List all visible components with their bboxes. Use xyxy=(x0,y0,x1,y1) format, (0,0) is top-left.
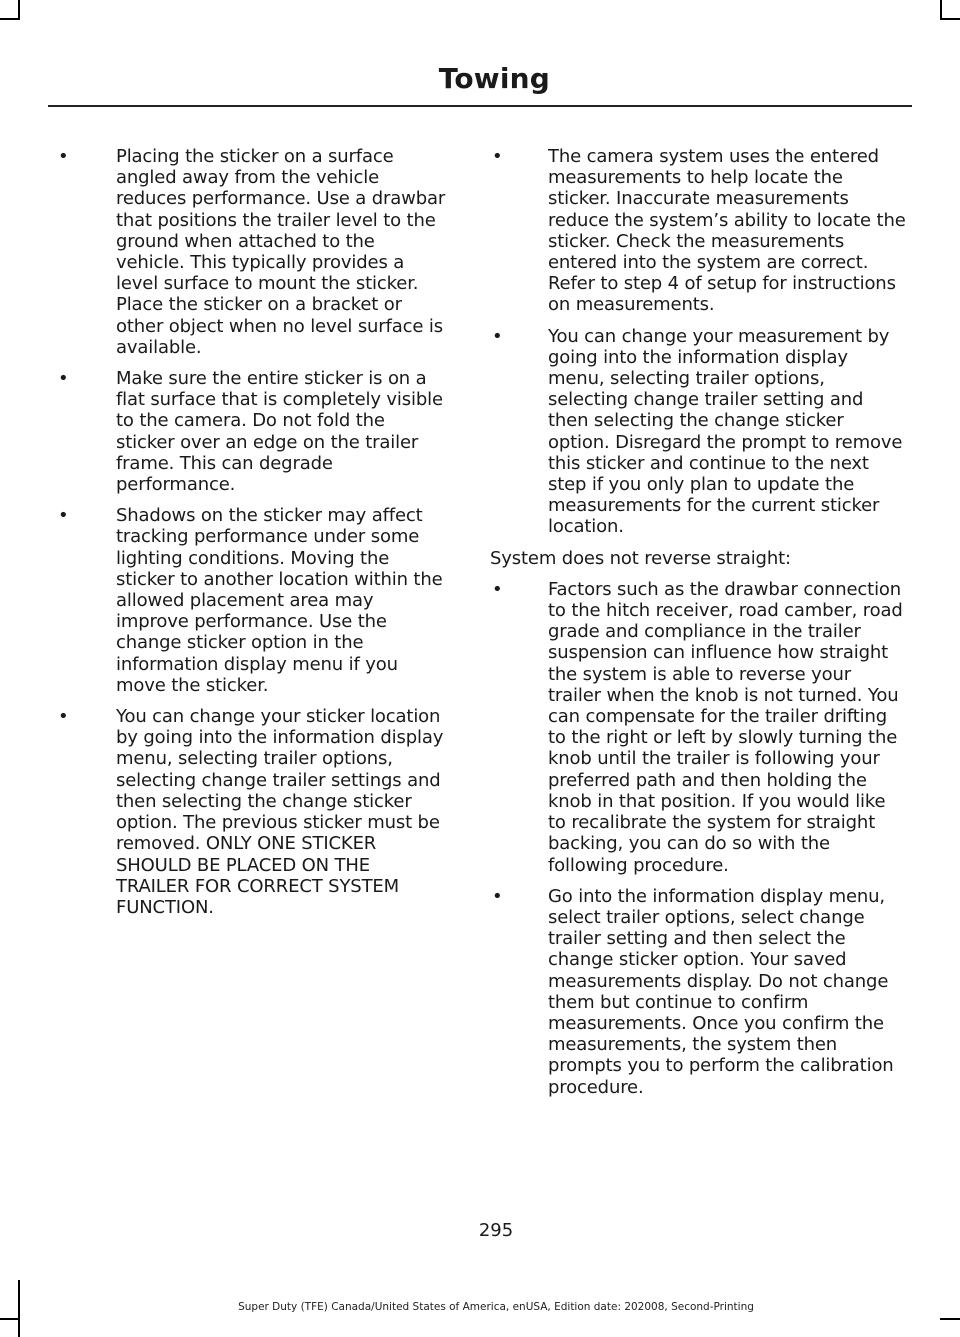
list-item-text: You can change your sticker location by going into the information display menu, selecting trailer options, selecting change trailer settings and then selecting the change sticker option. The previous sticker must be removed. ONLY ONE STICKER SHOULD BE PLACED ON THE TRAILER FOR CORRECT SYSTEM FUNCTION. xyxy=(116,706,444,918)
crop-mark xyxy=(0,18,20,20)
bullet-symbol: • xyxy=(58,146,69,167)
crop-mark xyxy=(940,1318,960,1320)
list-item-text: Placing the sticker on a surface angled away from the vehicle reduces performance. Use a drawbar that positions the trailer level to the ground when attached to the vehicle. This typically provides a level surface to mount the sticker. Place the sticker on a bracket or other object when no level surface is available. xyxy=(116,146,446,358)
bullet-symbol: • xyxy=(58,368,69,390)
list-item xyxy=(56,505,448,696)
page-number: 295 xyxy=(478,1220,514,1241)
bullet-symbol: • xyxy=(58,706,69,728)
list-item xyxy=(490,326,908,538)
bullet-symbol: • xyxy=(58,505,69,527)
right-column xyxy=(490,146,908,1108)
bullet-symbol: • xyxy=(492,325,503,347)
bullet-symbol: • xyxy=(492,578,503,600)
crop-mark xyxy=(0,1318,20,1320)
crop-mark xyxy=(940,0,942,20)
list-item-text: You can change your measurement by going into the information display menu, selecting trailer options, selecting change trailer setting and then selecting the change sticker option. Disregard the prompt to remove this sticker and continue to the next step if you only plan to update the measurements for the current sticker location. xyxy=(548,325,903,538)
list-item-text: Go into the information display menu, select trailer options, select change trailer setting and then select the change sticker option. Your saved measurements display. Do not change them but continue to confirm measurements. Once you confirm the measurements, the system then prompts you to perform the calibration procedure. xyxy=(548,885,894,1098)
page-title: Towing xyxy=(438,62,550,95)
list-item xyxy=(490,579,908,876)
section-subheading: System does not reverse straight: xyxy=(490,547,791,569)
header-divider xyxy=(48,105,912,107)
list-item xyxy=(56,146,448,358)
bullet-symbol: • xyxy=(492,146,503,167)
list-item-text: Shadows on the sticker may affect tracking performance under some lighting conditions. Moving the sticker to another location within the allowed placement area may improve performance. Use the change sticker option in the information display menu if you move the sticker. xyxy=(116,505,443,696)
crop-mark xyxy=(18,0,20,20)
crop-mark xyxy=(940,18,960,20)
left-column xyxy=(56,146,448,928)
bullet-symbol: • xyxy=(492,885,503,907)
list-item xyxy=(56,368,448,495)
list-item xyxy=(490,886,908,1098)
list-item xyxy=(56,706,448,918)
list-item-text: Factors such as the drawbar connection to the hitch receiver, road camber, road grade and compliance in the trailer suspension can influence how straight the system is able to reverse your trailer when the knob is not turned. You can compensate for the trailer drifting to the right or left by slowly turning the knob until the trailer is following your preferred path and then holding the knob in that position. If you would like to recalibrate the system for straight backing, you can do so with the following procedure. xyxy=(548,578,903,876)
footer-text: Super Duty (TFE) Canada/United States of America, enUSA, Edition date: 202008, Second-Printing xyxy=(238,1301,754,1313)
list-item-text: Make sure the entire sticker is on a flat surface that is completely visible to the camera. Do not fold the sticker over an edge on the trailer frame. This can degrade performance. xyxy=(116,368,443,496)
list-item-text: The camera system uses the entered measurements to help locate the sticker. Inaccurate measurements reduce the system’s ability to locate the sticker. Check the measurements entered into the system are correct. Refer to step 4 of setup for instructions on measurements. xyxy=(548,146,906,316)
list-item xyxy=(490,146,908,316)
